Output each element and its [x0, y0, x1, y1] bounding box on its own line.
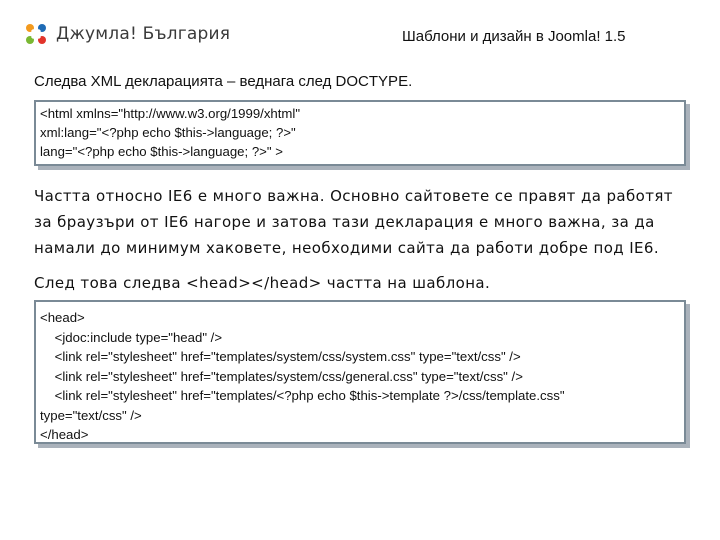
ie6-paragraph: Частта относно IE6 е много важна. Основно сайтовете се правят да работят за браузъри от IE6 нагоре и затова тази декларация е много важна, за да намали до минимум хаковете, необходими сайта да работи добре под IE6.	[34, 187, 673, 257]
joomla-logo	[24, 22, 230, 46]
code-line: </head>	[40, 427, 89, 442]
head-intro-text: След това следва <head></head> частта на шаблона.	[34, 274, 491, 292]
page-title: Шаблони и дизайн в Joomla! 1.5	[402, 28, 626, 45]
code-line: <head>	[40, 310, 85, 325]
code-line: <html xmlns="http://www.w3.org/1999/xhtml"	[40, 106, 301, 121]
code-line: xml:lang="<?php echo $this->language; ?>"	[40, 125, 296, 140]
code-line: <link rel="stylesheet" href="templates/<?php echo $this->template ?>/css/template.css"	[40, 388, 565, 403]
xml-declaration-code-box	[34, 100, 686, 166]
intro-text: Следва XML декларацията – веднага след DOCTYPE.	[34, 73, 413, 90]
code-line: <link rel="stylesheet" href="templates/system/css/system.css" type="text/css" />	[40, 349, 521, 364]
joomla-logo-icon	[24, 22, 48, 46]
code-line: type="text/css" />	[40, 407, 142, 423]
logo-text: Джумла! България	[56, 24, 231, 44]
head-code-box	[34, 300, 686, 444]
code-line: lang="<?php echo $this->language; ?>" >	[40, 144, 283, 159]
code-line: <jdoc:include type="head" />	[40, 329, 223, 345]
code-line: <link rel="stylesheet" href="templates/system/css/general.css" type="text/css" />	[40, 368, 523, 384]
